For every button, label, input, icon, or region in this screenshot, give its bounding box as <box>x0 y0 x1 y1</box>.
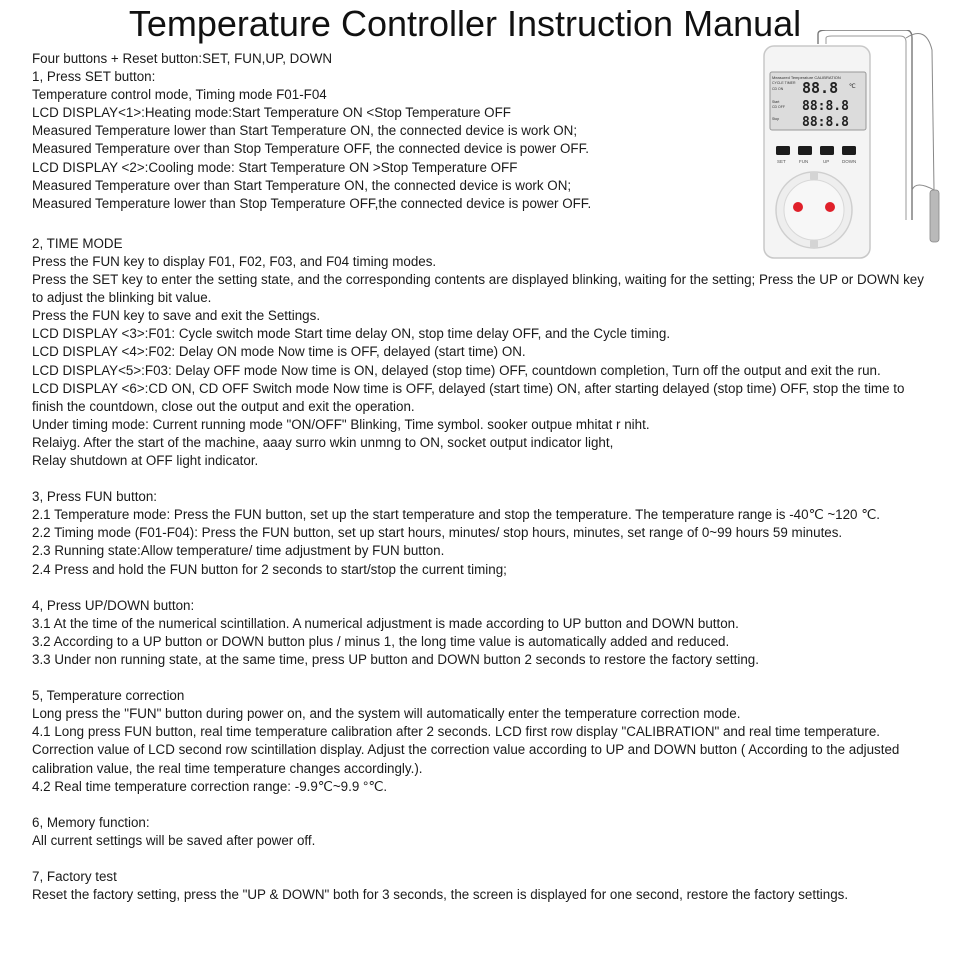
section-temperature-correction <box>32 687 937 796</box>
section-memory-function <box>32 814 937 850</box>
lcd-row2: 88:8.8 <box>802 99 849 114</box>
text-line: Reset the factory setting, press the "UP & DOWN" both for 3 seconds, the screen is displayed for one second, restore the factory settings. <box>32 887 849 903</box>
section-heading: 5, Temperature correction <box>32 688 185 704</box>
temperature-probe <box>930 190 939 242</box>
fun-key <box>798 146 812 155</box>
text-line: Relaiyg. After the start of the machine, aaay surro wkin unmng to ON, socket output indicator light, <box>32 434 614 450</box>
text-line: Under timing mode: Current running mode "ON/OFF" Blinking, Time symbol. sooker outpue mhitat r niht. <box>32 416 650 432</box>
text-line: Measured Temperature lower than Stop Temperature OFF,the connected device is power OFF. <box>32 195 592 211</box>
lcd-row1: 88.8 <box>802 79 839 97</box>
section-time-mode <box>32 235 937 470</box>
text-line: 3.2 According to a UP button or DOWN button plus / minus 1, the long time value is automatically added and reduced. <box>32 633 730 649</box>
section-heading: 1, Press SET button: <box>32 69 156 85</box>
text-line: Press the FUN key to save and exit the Settings. <box>32 308 321 324</box>
lcd-label-on: CD ON <box>772 87 784 91</box>
section-fun-button <box>32 488 937 578</box>
socket-hole-right <box>825 202 835 212</box>
text-line: LCD DISPLAY <3>:F01: Cycle switch mode Start time delay ON, stop time delay OFF, and the Cycle timing. <box>32 326 671 342</box>
text-line: LCD DISPLAY<5>:F03: Delay OFF mode Now time is ON, delayed (stop time) OFF, countdown completion, Turn off the output and exit the run. <box>32 362 881 378</box>
text-line: Relay shutdown at OFF light indicator. <box>32 452 259 468</box>
text-line: 4.2 Real time temperature correction range: -9.9℃~9.9 °℃. <box>32 778 388 794</box>
text-line: 3.3 Under non running state, at the same time, press UP button and DOWN button 2 seconds to restore the factory setting. <box>32 652 759 667</box>
lcd-row3: 88:8.8 <box>802 115 849 130</box>
text-line: Measured Temperature lower than Start Temperature ON, the connected device is work ON; <box>32 123 578 139</box>
text-line: 2.3 Running state:Allow temperature/ time adjustment by FUN button. <box>32 543 445 559</box>
text-line: 2.1 Temperature mode: Press the FUN button, set up the start temperature and stop the temperature. The temperature range is -40℃ ~120 ℃. <box>32 507 880 523</box>
page-title: Temperature Controller Instruction Manual <box>128 3 802 44</box>
lcd-unit: ℃ <box>849 84 856 90</box>
text-line: Press the FUN key to display F01, F02, F03, and F04 timing modes. <box>32 253 437 269</box>
button-label-down: DOWN <box>842 159 857 164</box>
text-line: Temperature control mode, Timing mode F01-F04 <box>32 87 327 103</box>
lcd-sub: CYCLE TIMER <box>772 81 796 85</box>
text-line: Measured Temperature over than Start Temperature ON, the connected device is work ON; <box>32 177 572 193</box>
intro-line: Four buttons + Reset button:SET, FUN,UP, DOWN <box>32 51 333 66</box>
text-line: 2.2 Timing mode (F01-F04): Press the FUN button, set up start hours, minutes/ stop hours, minutes, set range of 0~99 hours 59 minutes. <box>32 525 843 541</box>
button-label-set: SET <box>777 159 786 164</box>
section-heading: 2, TIME MODE <box>32 235 123 251</box>
button-label-up: UP <box>823 159 830 164</box>
text-line: All current settings will be saved after power off. <box>32 832 316 848</box>
section-factory-test <box>32 868 937 904</box>
text-line: 2.4 Press and hold the FUN button for 2 seconds to start/stop the current timing; <box>32 561 507 577</box>
section-heading: 3, Press FUN button: <box>32 489 158 505</box>
text-line: Long press the "FUN" button during power on, and the system will automatically enter the temperature correction mode. <box>32 706 741 722</box>
text-line: LCD DISPLAY <2>:Cooling mode: Start Temperature ON >Stop Temperature OFF <box>32 159 518 175</box>
down-key <box>842 146 856 155</box>
section-heading: 4, Press UP/DOWN button: <box>32 597 195 613</box>
text-line: Measured Temperature over than Stop Temperature OFF, the connected device is power OFF. <box>32 141 589 157</box>
set-key <box>776 146 790 155</box>
text-line: LCD DISPLAY <4>:F02: Delay ON mode Now time is OFF, delayed (start time) ON. <box>32 344 526 360</box>
text-line: LCD DISPLAY<1>:Heating mode:Start Temperature ON <Stop Temperature OFF <box>32 105 511 121</box>
section-set-button <box>32 68 752 213</box>
lcd-label-stop: Stop <box>772 117 780 121</box>
button-label-fun: FUN <box>799 159 809 164</box>
up-key <box>820 146 834 155</box>
controller-device-image <box>756 30 960 260</box>
lcd-label-start: Start <box>772 100 780 104</box>
section-up-down-button <box>32 597 937 669</box>
section-heading: 6, Memory function: <box>32 814 150 830</box>
text-line: LCD DISPLAY <6>:CD ON, CD OFF Switch mode Now time is OFF, delayed (start time) ON, after starting delayed (stop time) OFF, stop the time to finish the countdown, close out the output and exit the operation. <box>32 380 905 414</box>
lcd-header: Measured Temperature CALIBRATION <box>772 75 841 80</box>
text-line: 3.1 At the time of the numerical scintillation. A numerical adjustment is made according to UP button and DOWN button. <box>32 615 739 631</box>
text-line: Press the SET key to enter the setting state, and the corresponding contents are displayed blinking, waiting for the setting; Press the UP or DOWN key to adjust the blinking bit value. <box>32 272 924 306</box>
lcd-label-off: CD OFF <box>772 105 786 109</box>
section-heading: 7, Factory test <box>32 869 117 885</box>
text-line: 4.1 Long press FUN button, real time temperature calibration after 2 seconds. LCD first row display "CALIBRATION" and real time temperature. Correction value of LCD second row scintillation display. Adjust the correction value according to UP and DOWN button ( According to the adjusted calibration value, the real time temperature changes accordingly.). <box>32 724 900 776</box>
socket-hole-left <box>793 202 803 212</box>
